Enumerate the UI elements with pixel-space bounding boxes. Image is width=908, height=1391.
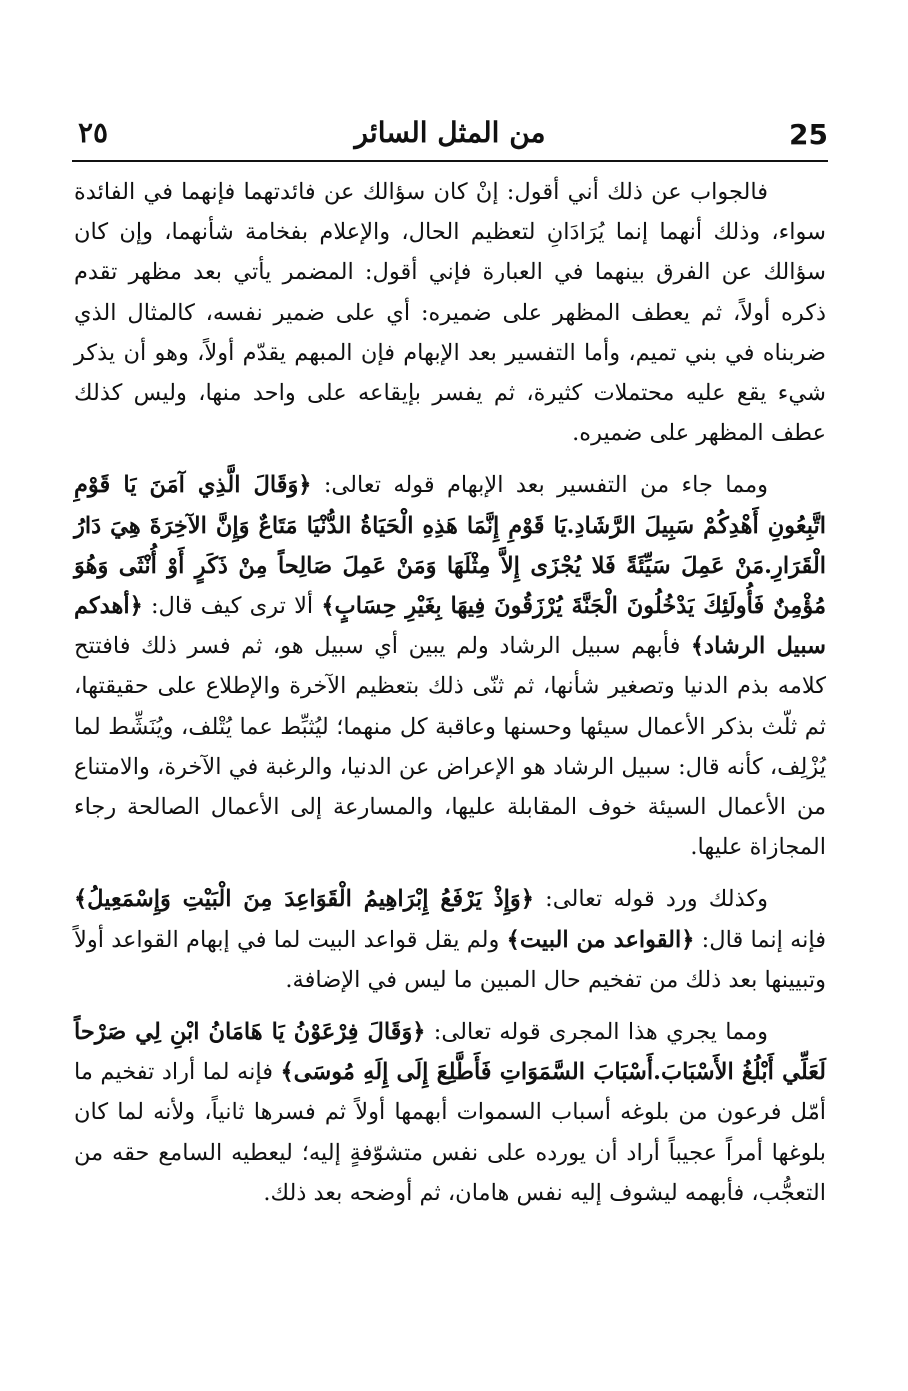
paragraph-firawn-verse [74,1012,826,1213]
quran-verse: ﴿وَقَالَ فِرْعَوْنُ يَا هَامَانُ ابْنِ لِي صَرْحاً لَعَلِّي أَبْلُغُ الأَسْبَابَ.أَسْبَابَ السَّمَوَاتِ فَأَطَّلِعَ إِلَى إِلَهِ مُوسَى﴾ [74,1019,826,1086]
text-segment: فإنه لما أراد تفخيم ما أمّل فرعون من بلوغه أسباب السموات أبهمها أولاً ثم فسرها ثانياً، ولأنه لما كان بلوغها أمراً عجيباً أراد أن يورده على نفس متشوّفةٍ إليه؛ ليعطيه السامع حقه من التعجُّب، فأبهمه ليشوف إليه نفس هامان، ثم أوضحه بعد ذلك. [74,1059,826,1206]
page-number-latin: 25 [789,118,828,151]
quran-verse: ﴿وَقَالَ الَّذِي آمَنَ يَا قَوْمِ اتَّبِعُونِ أَهْدِكُمْ سَبِيلَ الرَّشَادِ.يَا قَوْمِ إِنَّمَا هَذِهِ الْحَيَاةُ الدُّنْيَا مَتَاعٌ وَإِنَّ الآخِرَةَ هِيَ دَارُ الْقَرَارِ.مَنْ عَمِلَ سَيِّئَةً فَلا يُجْزَى إِلاَّ مِثْلَهَا وَمَنْ عَمِلَ صَالِحاً مِنْ ذَكَرٍ أَوْ أُنْثَى وَهُوَ مُؤْمِنٌ فَأُولَئِكَ يَدْخُلُونَ الْجَنَّةَ يُرْزَقُونَ فِيهَا بِغَيْرِ حِسَابٍ﴾ [74,472,826,620]
text-segment: فالجواب عن ذلك أني أقول: إنْ كان سؤالك عن فائدتهما فإنهما في الفائدة سواء، وذلك أنهما إنما يُرَادَانِ لتعظيم الحال، والإعلام بفخامة شأنهما، وإن كان سؤالك عن الفرق بينهما في العبارة فإني أقول: المضمر يأتي بعد مظهر تقدم ذكره أولاً، ثم يعطف المظهر على ضميره: أي على ضمير نفسه، كالمثال الذي ضربناه في بني تميم، وأما التفسير بعد الإبهام فإن المبهم يقدّم أولاً، وهو أن يذكر شيء يقع عليه محتملات كثيرة، ثم يفسر بإيقاعه على واحد منها، وليس كذلك عطف المظهر على ضميره. [74,179,826,447]
text-segment: ألا ترى كيف قال: [142,593,322,620]
quoted-phrase: ﴿القواعد من البيت﴾ [506,926,695,953]
paragraph-answer [74,172,826,453]
text-segment: ومما جاء من التفسير بعد الإبهام قوله تعالى: [311,472,768,499]
text-segment: ومما يجري هذا المجرى قوله تعالى: [425,1019,768,1046]
paragraph-ibrahim-verse [74,879,826,1000]
text-segment: وكذلك ورد قوله تعالى: [533,886,769,913]
paragraph-ghafir-verse [74,465,826,867]
text-segment: فأبهم سبيل الرشاد ولم يبين أي سبيل هو، ثم فسر ذلك فافتتح كلامه بذم الدنيا وتصغير شأنها، ثم ثنّى ذلك بتعظيم الآخرة والإطلاع على حقيقتها، ثم ثلّث بذكر الأعمال سيئها وحسنها وعاقبة كل منهما؛ ليُثبِّط عما يُتْلف، ويُنَشِّط لما يُزْلِف، كأنه قال: سبيل الرشاد هو الإعراض عن الدنيا، والرغبة في الآخرة، والامتناع من الأعمال السيئة خوف المقابلة عليها، والمسارعة إلى الأعمال الصالحة رجاء المجازاة عليها. [74,633,826,861]
page-body [74,172,826,1213]
page-number-arabic: ٢٥ [78,116,109,149]
page-header [72,112,828,162]
text-segment: ولم يقل قواعد البيت لما في إبهام القواعد أولاً وتبيينها بعد ذلك من تفخيم حال المبين ما ليس في الإضافة. [74,926,826,993]
quran-verse: ﴿وَإِذْ يَرْفَعُ إِبْرَاهِيمُ الْقَوَاعِدَ مِنَ الْبَيْتِ وَإِسْمَعِيلُ﴾ [74,886,534,913]
quoted-phrase: ﴿أهدكم سبيل الرشاد﴾ [74,593,826,660]
text-segment: فإنه إنما قال: [694,926,827,953]
running-title: من المثل السائر [354,116,546,149]
